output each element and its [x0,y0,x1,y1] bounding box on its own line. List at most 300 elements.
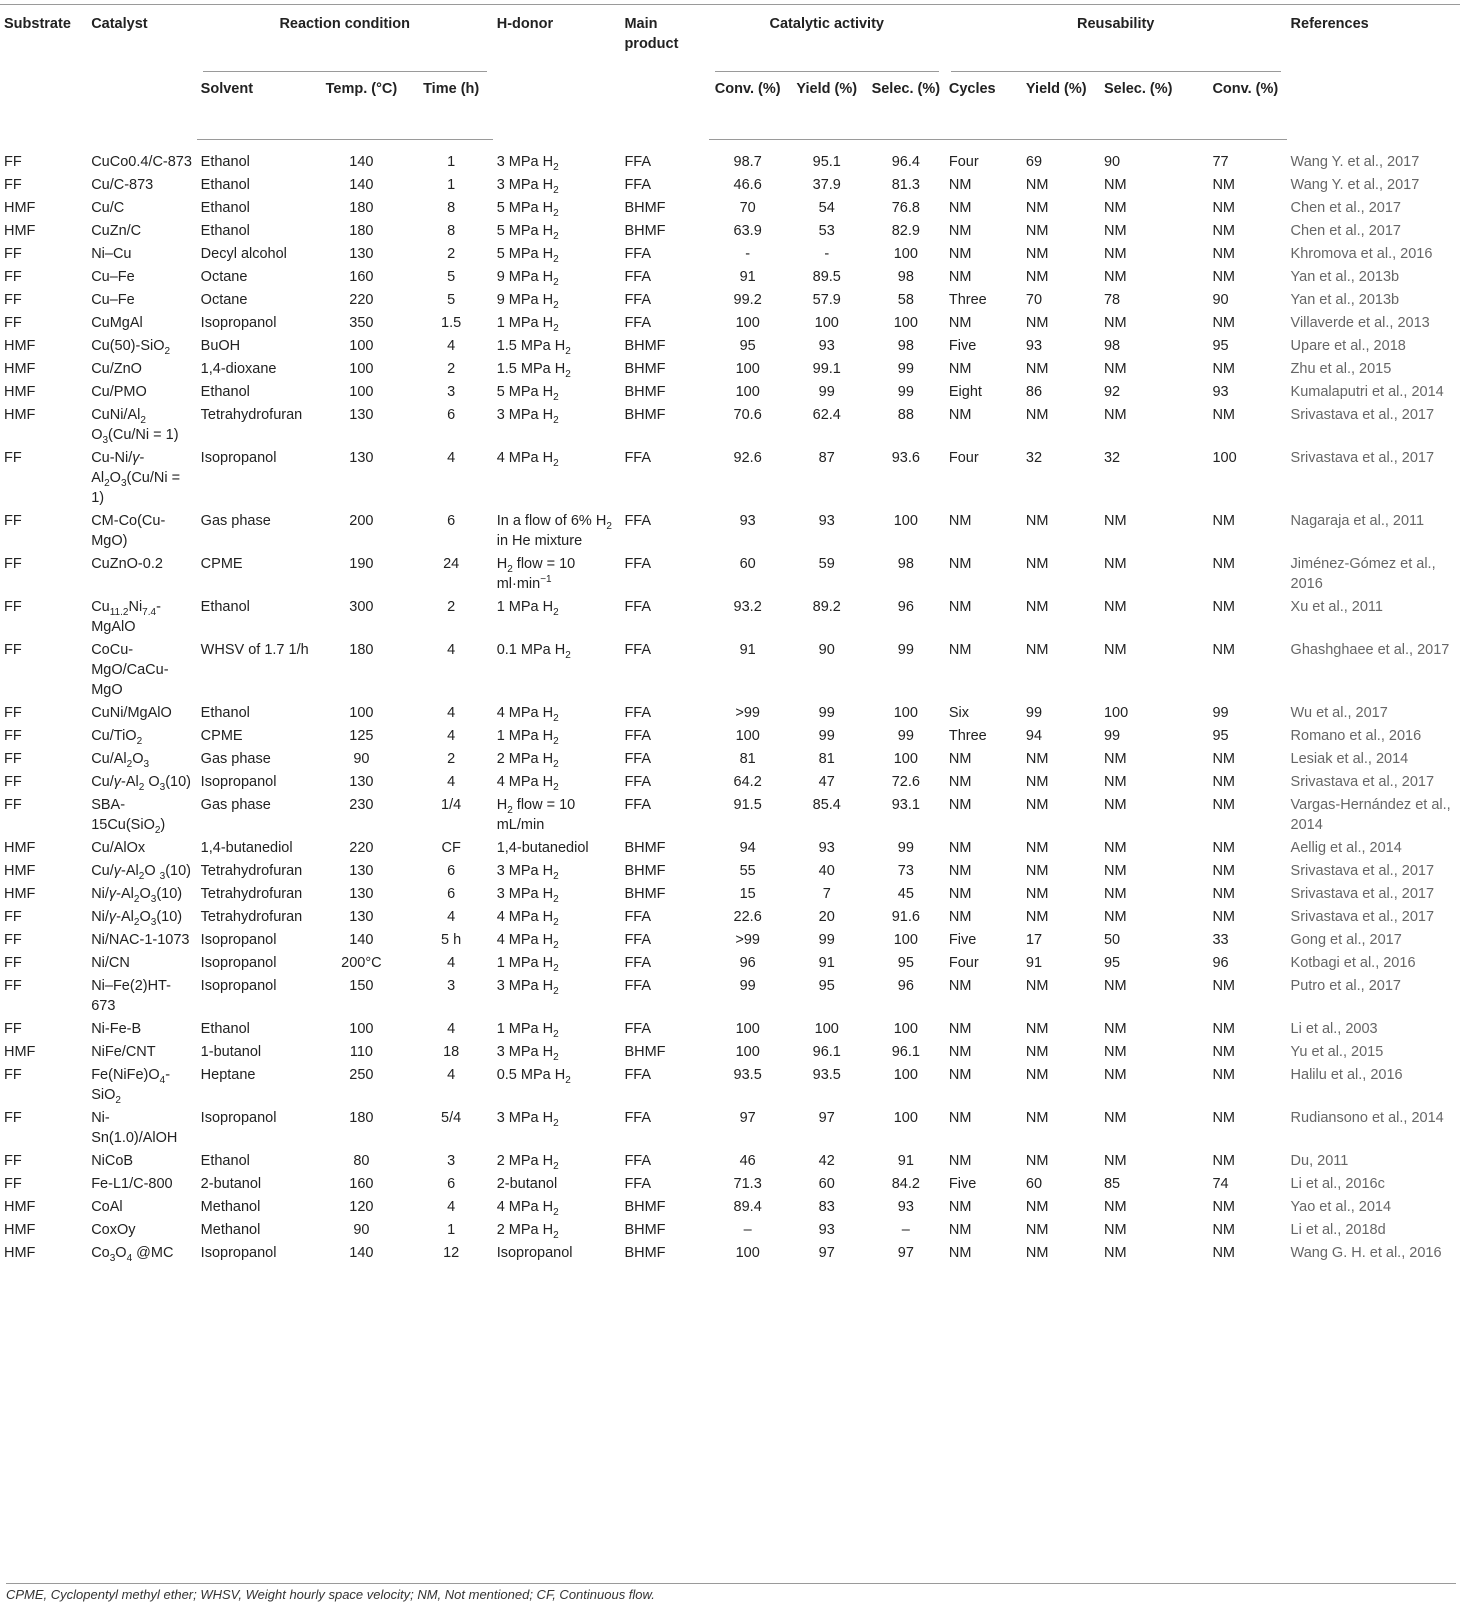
cell-reuse-selec: NM [1103,751,1127,767]
cell-temp: 130 [349,407,374,423]
cell-time: 4 [447,1199,456,1215]
cell-cycles: NM [948,1153,972,1169]
cell-yield: 95.1 [812,154,841,170]
cell-selec: 93.1 [891,797,920,813]
cell-reuse-yield: NM [1025,246,1049,262]
col-reuse-yield: Yield (%) [1022,72,1100,140]
table-row [0,356,1460,379]
cell-conv: 70 [739,200,756,216]
cell-h-donor: 4 MPa $H_2$ [496,705,559,723]
cell-main-product: FFA [624,153,652,170]
cell-reference: Srivastava et al., 2017 [1290,863,1435,879]
cell-catalyst: CM-Co(Cu-MgO) [91,513,166,549]
cell-reuse-conv: NM [1212,909,1235,925]
cell-main-product: FFA [624,955,652,971]
cell-reuse-selec: NM [1103,797,1127,813]
cell-reuse-yield: NM [1025,797,1049,813]
cell-reuse-yield: NM [1025,774,1049,790]
col-catalyst: Catalyst [87,5,196,140]
cell-yield: 96.1 [812,1044,841,1060]
cell-cycles: NM [948,246,972,262]
cell-reuse-selec: 32 [1103,450,1121,466]
cell-substrate: FF [4,955,22,971]
cell-main-product: FFA [624,978,652,994]
cell-catalyst: CuZnO-0.2 [91,556,163,572]
table-header [0,5,1460,140]
cell-selec: 100 [893,1021,918,1037]
cell-yield: 62.4 [812,407,841,423]
cell-yield: 60 [818,1176,835,1192]
cell-h-donor: In a flow of 6% $H_2$ in He mixture [496,513,612,549]
cell-h-donor: 3 MPa $H_2$ [496,863,559,881]
col-time: Time (h) [410,72,493,140]
cell-cycles: Four [948,154,979,170]
cell-cycles: NM [948,556,972,572]
cell-yield: 99 [818,384,835,400]
cell-catalyst: Ni–Fe(2)HT-673 [91,978,171,1014]
cell-main-product: FFA [624,1067,652,1083]
cell-catalyst: $Fe(NiFe)O_4-SiO_2$ [91,1067,171,1105]
cell-temp: 180 [349,223,374,239]
cell-substrate: HMF [4,1044,36,1060]
cell-h-donor: 0.1 MPa $H_2$ [496,642,571,661]
cell-selec: 82.9 [891,223,920,239]
cell-main-product: FFA [624,450,652,466]
cell-reuse-conv: NM [1212,1153,1235,1169]
col-yield: Yield (%) [787,72,867,140]
cell-cycles: NM [948,599,972,615]
cell-solvent: 1-butanol [200,1044,262,1060]
table-row [0,927,1460,950]
cell-reuse-selec: NM [1103,223,1127,239]
cell-conv: 100 [735,384,760,400]
cell-solvent: Isopropanol [200,315,277,331]
table-row [0,508,1460,551]
cell-main-product: BHMF [624,1222,666,1238]
cell-temp: 180 [349,1110,374,1126]
cell-time: 6 [447,1176,456,1192]
cell-reference: Gong et al., 2017 [1290,932,1402,948]
cell-time: 4 [447,955,456,971]
cell-conv: 100 [735,728,760,744]
cell-temp: 90 [353,1222,370,1238]
cell-reference: Yao et al., 2014 [1290,1199,1392,1215]
cell-main-product: FFA [624,1153,652,1169]
cell-reference: Kumalaputri et al., 2014 [1290,384,1444,400]
cell-time: 4 [447,450,456,466]
cell-time: 4 [447,705,456,721]
cell-reuse-yield: NM [1025,513,1049,529]
table-row [0,973,1460,1016]
cell-cycles: Eight [948,384,982,400]
cell-solvent: BuOH [200,338,241,354]
cell-substrate: FF [4,705,22,721]
cell-temp: 220 [349,840,374,856]
cell-reuse-yield: NM [1025,751,1049,767]
cell-time: 3 [447,1153,456,1169]
cell-h-donor: 0.5 MPa $H_2$ [496,1067,571,1086]
cell-h-donor: 2 MPa $H_2$ [496,751,559,769]
cell-time: 4 [447,774,456,790]
table-row [0,310,1460,333]
cell-substrate: FF [4,1110,22,1126]
cell-cycles: NM [948,863,972,879]
cell-reuse-yield: NM [1025,1021,1049,1037]
cell-time: 3 [447,384,456,400]
cell-solvent: Octane [200,292,248,308]
cell-reuse-conv: 100 [1212,450,1237,466]
cell-substrate: HMF [4,1245,36,1261]
cell-catalyst: Cu/C-873 [91,177,154,193]
cell-time: 6 [447,407,456,423]
cell-reuse-yield: 91 [1025,955,1043,971]
cell-conv: 71.3 [733,1176,762,1192]
cell-main-product: BHMF [624,384,666,400]
cell-catalyst: $Cu/Al_2O_3$ [91,751,150,769]
cell-selec: 99 [897,642,914,658]
cell-yield: 99 [818,932,835,948]
cell-catalyst: Ni/NAC-1-1073 [91,932,190,948]
cell-substrate: FF [4,642,22,658]
cell-conv: 99 [739,978,756,994]
table-row [0,700,1460,723]
cell-yield: 40 [818,863,835,879]
cell-cycles: NM [948,177,972,193]
cell-main-product: FFA [624,932,652,948]
table-row [0,195,1460,218]
cell-solvent: Ethanol [200,223,250,239]
cell-main-product: FFA [624,1176,652,1192]
cell-reuse-conv: NM [1212,751,1235,767]
cell-substrate: FF [4,1176,22,1192]
cell-reuse-selec: NM [1103,1222,1127,1238]
cell-solvent: Isopropanol [200,932,277,948]
cell-main-product: BHMF [624,886,666,902]
cell-cycles: NM [948,840,972,856]
cell-solvent: Isopropanol [200,1245,277,1261]
table-row [0,769,1460,792]
cell-reuse-conv: NM [1212,200,1235,216]
cell-h-donor: 5 MPa $H_2$ [496,200,559,218]
cell-reference: Chen et al., 2017 [1290,223,1401,239]
table-row [0,637,1460,700]
table-row [0,1148,1460,1171]
cell-cycles: NM [948,797,972,813]
cell-catalyst: CuMgAl [91,315,143,331]
cell-solvent: WHSV of 1.7 1/h [200,642,309,658]
cell-temp: 100 [349,705,374,721]
cell-h-donor: 5 MPa $H_2$ [496,246,559,264]
cell-reference: Wang G. H. et al., 2016 [1290,1245,1442,1261]
cell-temp: 120 [349,1199,374,1215]
cell-substrate: FF [4,1067,22,1083]
cell-reuse-selec: NM [1103,513,1127,529]
cell-substrate: FF [4,153,22,170]
cell-catalyst: $Cu-Ni/\gamma-Al_2O_3(Cu/Ni = 1)$ [91,450,181,506]
cell-selec: 96.1 [891,1044,920,1060]
cell-solvent: 2-butanol [200,1176,262,1192]
cell-conv: 22.6 [733,909,762,925]
catalyst-table [0,4,1460,1263]
cell-reuse-selec: NM [1103,1153,1127,1169]
cell-reuse-conv: NM [1212,1222,1235,1238]
cell-time: 24 [443,556,460,572]
cell-cycles: Five [948,338,977,354]
cell-main-product: BHMF [624,1044,666,1060]
cell-conv: >99 [735,932,760,948]
cell-selec: 96 [897,599,914,615]
cell-cycles: NM [948,361,972,377]
cell-solvent: Methanol [200,1222,261,1238]
cell-h-donor: 9 MPa $H_2$ [496,292,559,310]
cell-temp: 80 [353,1153,370,1169]
cell-reuse-selec: NM [1103,556,1127,572]
cell-solvent: CPME [200,728,243,744]
cell-reuse-selec: NM [1103,774,1127,790]
cell-conv: 89.4 [733,1199,762,1215]
cell-yield: 95 [818,978,835,994]
cell-catalyst: Cu/C [91,200,125,216]
table-row [0,445,1460,508]
cell-reference: Villaverde et al., 2013 [1290,315,1430,331]
cell-reuse-yield: NM [1025,1245,1049,1261]
cell-reuse-yield: NM [1025,177,1049,193]
cell-reuse-conv: NM [1212,978,1235,994]
cell-temp: 90 [353,751,370,767]
cell-reuse-conv: NM [1212,840,1235,856]
cell-substrate: FF [4,1153,22,1169]
cell-selec: 93.6 [891,450,920,466]
cell-solvent: Decyl alcohol [200,246,287,262]
table-row [0,904,1460,927]
cell-reuse-yield: 94 [1025,728,1043,744]
cell-main-product: FFA [624,797,652,813]
col-cycles: Cycles [945,72,1022,140]
cell-solvent: Ethanol [200,705,250,721]
cell-conv: 95 [739,338,756,354]
cell-conv: 15 [739,886,756,902]
cell-temp: 140 [349,154,374,170]
cell-time: 4 [447,1021,456,1037]
cell-selec: 100 [893,932,918,948]
cell-yield: 83 [818,1199,835,1215]
cell-reuse-yield: 99 [1025,705,1043,721]
cell-selec: 99 [897,728,914,744]
cell-yield: 97 [818,1110,835,1126]
cell-time: 8 [447,223,456,239]
cell-catalyst: CuNi/$Al_2$ $O_3(Cu/Ni = 1)$ [91,407,179,445]
cell-selec: 84.2 [891,1176,920,1192]
table-row [0,1171,1460,1194]
cell-conv: 100 [735,1245,760,1261]
cell-reuse-yield: NM [1025,315,1049,331]
table-row [0,218,1460,241]
cell-conv: 99.2 [733,292,762,308]
cell-conv: 92.6 [733,450,762,466]
cell-h-donor: 4 MPa $H_2$ [496,1199,559,1217]
cell-catalyst: $Co_3O_4$ @MC [91,1245,174,1263]
cell-reuse-yield: 32 [1025,450,1043,466]
cell-reuse-yield: NM [1025,223,1049,239]
cell-reuse-conv: NM [1212,407,1235,423]
cell-yield: 93 [818,338,835,354]
cell-reuse-selec: NM [1103,200,1127,216]
table-row [0,1240,1460,1263]
cell-catalyst: $Ni/\gamma-Al_2O_3(10)$ [91,886,183,904]
cell-solvent: 1,4-dioxane [200,361,277,377]
cell-reuse-conv: NM [1212,1044,1235,1060]
cell-catalyst: Cu/ZnO [91,361,142,377]
cell-conv: 64.2 [733,774,762,790]
cell-selec: 96.4 [891,154,920,170]
cell-solvent: CPME [200,556,243,572]
cell-catalyst: Cu/AlOx [91,840,146,856]
cell-catalyst: CuZn/C [91,223,142,239]
cell-cycles: Four [948,955,979,971]
cell-reference: Du, 2011 [1290,1153,1349,1169]
cell-yield: 37.9 [812,177,841,193]
cell-cycles: NM [948,315,972,331]
cell-time: 4 [447,338,456,354]
cell-h-donor: 2 MPa $H_2$ [496,1222,559,1240]
cell-reuse-conv: NM [1212,361,1235,377]
cell-main-product: FFA [624,315,652,331]
cell-catalyst: $Cu/\gamma-Al_2O$ $_3$(10) [91,863,191,881]
cell-cycles: NM [948,1222,972,1238]
cell-reuse-conv: NM [1212,315,1235,331]
cell-temp: 125 [349,728,374,744]
cell-yield: 91 [818,955,835,971]
cell-reuse-selec: NM [1103,269,1127,285]
cell-yield: 93 [818,1222,835,1238]
cell-substrate: FF [4,450,22,466]
cell-time: 12 [443,1245,460,1261]
cell-main-product: FFA [624,513,652,529]
cell-reuse-selec: NM [1103,599,1127,615]
cell-solvent: Ethanol [200,599,250,615]
cell-reuse-yield: NM [1025,1067,1049,1083]
cell-substrate: HMF [4,223,36,239]
cell-reference: Li et al., 2003 [1290,1021,1378,1037]
cell-reuse-yield: NM [1025,1199,1049,1215]
cell-conv: 91.5 [733,797,762,813]
cell-conv: 63.9 [733,223,762,239]
cell-time: 5 h [441,932,462,948]
cell-h-donor: 3 MPa $H_2$ [496,407,559,426]
cell-h-donor: 1 MPa $H_2$ [496,599,559,618]
table-row [0,241,1460,264]
cell-main-product: FFA [624,1110,652,1126]
cell-yield: 89.2 [812,599,841,615]
cell-reference: Wang Y. et al., 2017 [1290,153,1420,170]
cell-substrate: FF [4,269,22,285]
cell-selec: 100 [893,1067,918,1083]
cell-substrate: FF [4,599,22,615]
cell-selec: 98 [897,338,914,354]
cell-time: 18 [443,1044,460,1060]
cell-cycles: NM [948,642,972,658]
cell-reuse-selec: NM [1103,315,1127,331]
cell-reuse-selec: 98 [1103,338,1121,354]
cell-reuse-conv: 93 [1212,384,1229,400]
table-row [0,723,1460,746]
cell-reference: Vargas-Hernández et al., 2014 [1290,797,1451,833]
cell-h-donor: $H_2$ flow = 10 $ml\cdot\min^{-1}$ [496,556,576,592]
cell-substrate: FF [4,177,22,193]
cell-conv: >99 [735,705,760,721]
cell-reuse-yield: 93 [1025,338,1043,354]
cell-time: 4 [447,909,456,925]
cell-reuse-conv: 95 [1212,338,1229,354]
cell-substrate: FF [4,246,22,262]
cell-catalyst: Ni–Cu [91,246,132,262]
col-h-donor: H-donor [493,5,621,140]
cell-substrate: FF [4,513,22,529]
cell-reuse-conv: NM [1212,556,1235,572]
cell-yield: 99 [818,705,835,721]
cell-reuse-conv: NM [1212,599,1235,615]
cell-reuse-yield: NM [1025,863,1049,879]
cell-selec: 76.8 [891,200,920,216]
table-row [0,1039,1460,1062]
cell-reuse-yield: NM [1025,840,1049,856]
cell-reuse-conv: NM [1212,642,1235,658]
cell-reuse-yield: NM [1025,407,1049,423]
cell-reuse-yield: NM [1025,361,1049,377]
cell-time: 6 [447,513,456,529]
cell-h-donor: 4 MPa $H_2$ [496,450,559,469]
cell-reuse-conv: NM [1212,513,1235,529]
cell-h-donor: 1.5 MPa $H_2$ [496,338,571,356]
cell-conv: 60 [739,556,756,572]
cell-yield: 54 [818,200,835,216]
cell-cycles: NM [948,1021,972,1037]
cell-h-donor: $H_2$ flow = 10 mL/min [496,797,576,833]
cell-solvent: Tetrahydrofuran [200,909,303,925]
cell-cycles: NM [948,223,972,239]
cell-cycles: NM [948,751,972,767]
cell-temp: 130 [349,774,374,790]
cell-main-product: FFA [624,774,652,790]
cell-temp: 130 [349,886,374,902]
cell-main-product: BHMF [624,361,666,377]
cell-time: 6 [447,886,456,902]
cell-cycles: Four [948,450,979,466]
table-row [0,264,1460,287]
cell-main-product: BHMF [624,223,666,239]
cell-selec: 45 [897,886,914,902]
cell-cycles: NM [948,978,972,994]
table-row [0,172,1460,195]
cell-solvent: Gas phase [200,513,271,529]
cell-solvent: Isopropanol [200,450,277,466]
cell-time: 8 [447,200,456,216]
table-row [0,551,1460,594]
cell-solvent: Octane [200,269,248,285]
cell-time: 3 [447,978,456,994]
cell-time: 1 [447,1222,456,1238]
cell-catalyst: NiFe/CNT [91,1044,156,1060]
cell-reuse-selec: NM [1103,642,1127,658]
cell-solvent: Ethanol [200,1153,250,1169]
cell-reuse-yield: 70 [1025,292,1043,308]
cell-reuse-conv: NM [1212,269,1235,285]
cell-time: 1 [447,154,456,170]
cell-time: 4 [447,728,456,744]
col-reuse-conv: Conv. (%) [1208,72,1286,140]
cell-main-product: BHMF [624,407,666,423]
cell-reference: Srivastava et al., 2017 [1290,407,1435,423]
